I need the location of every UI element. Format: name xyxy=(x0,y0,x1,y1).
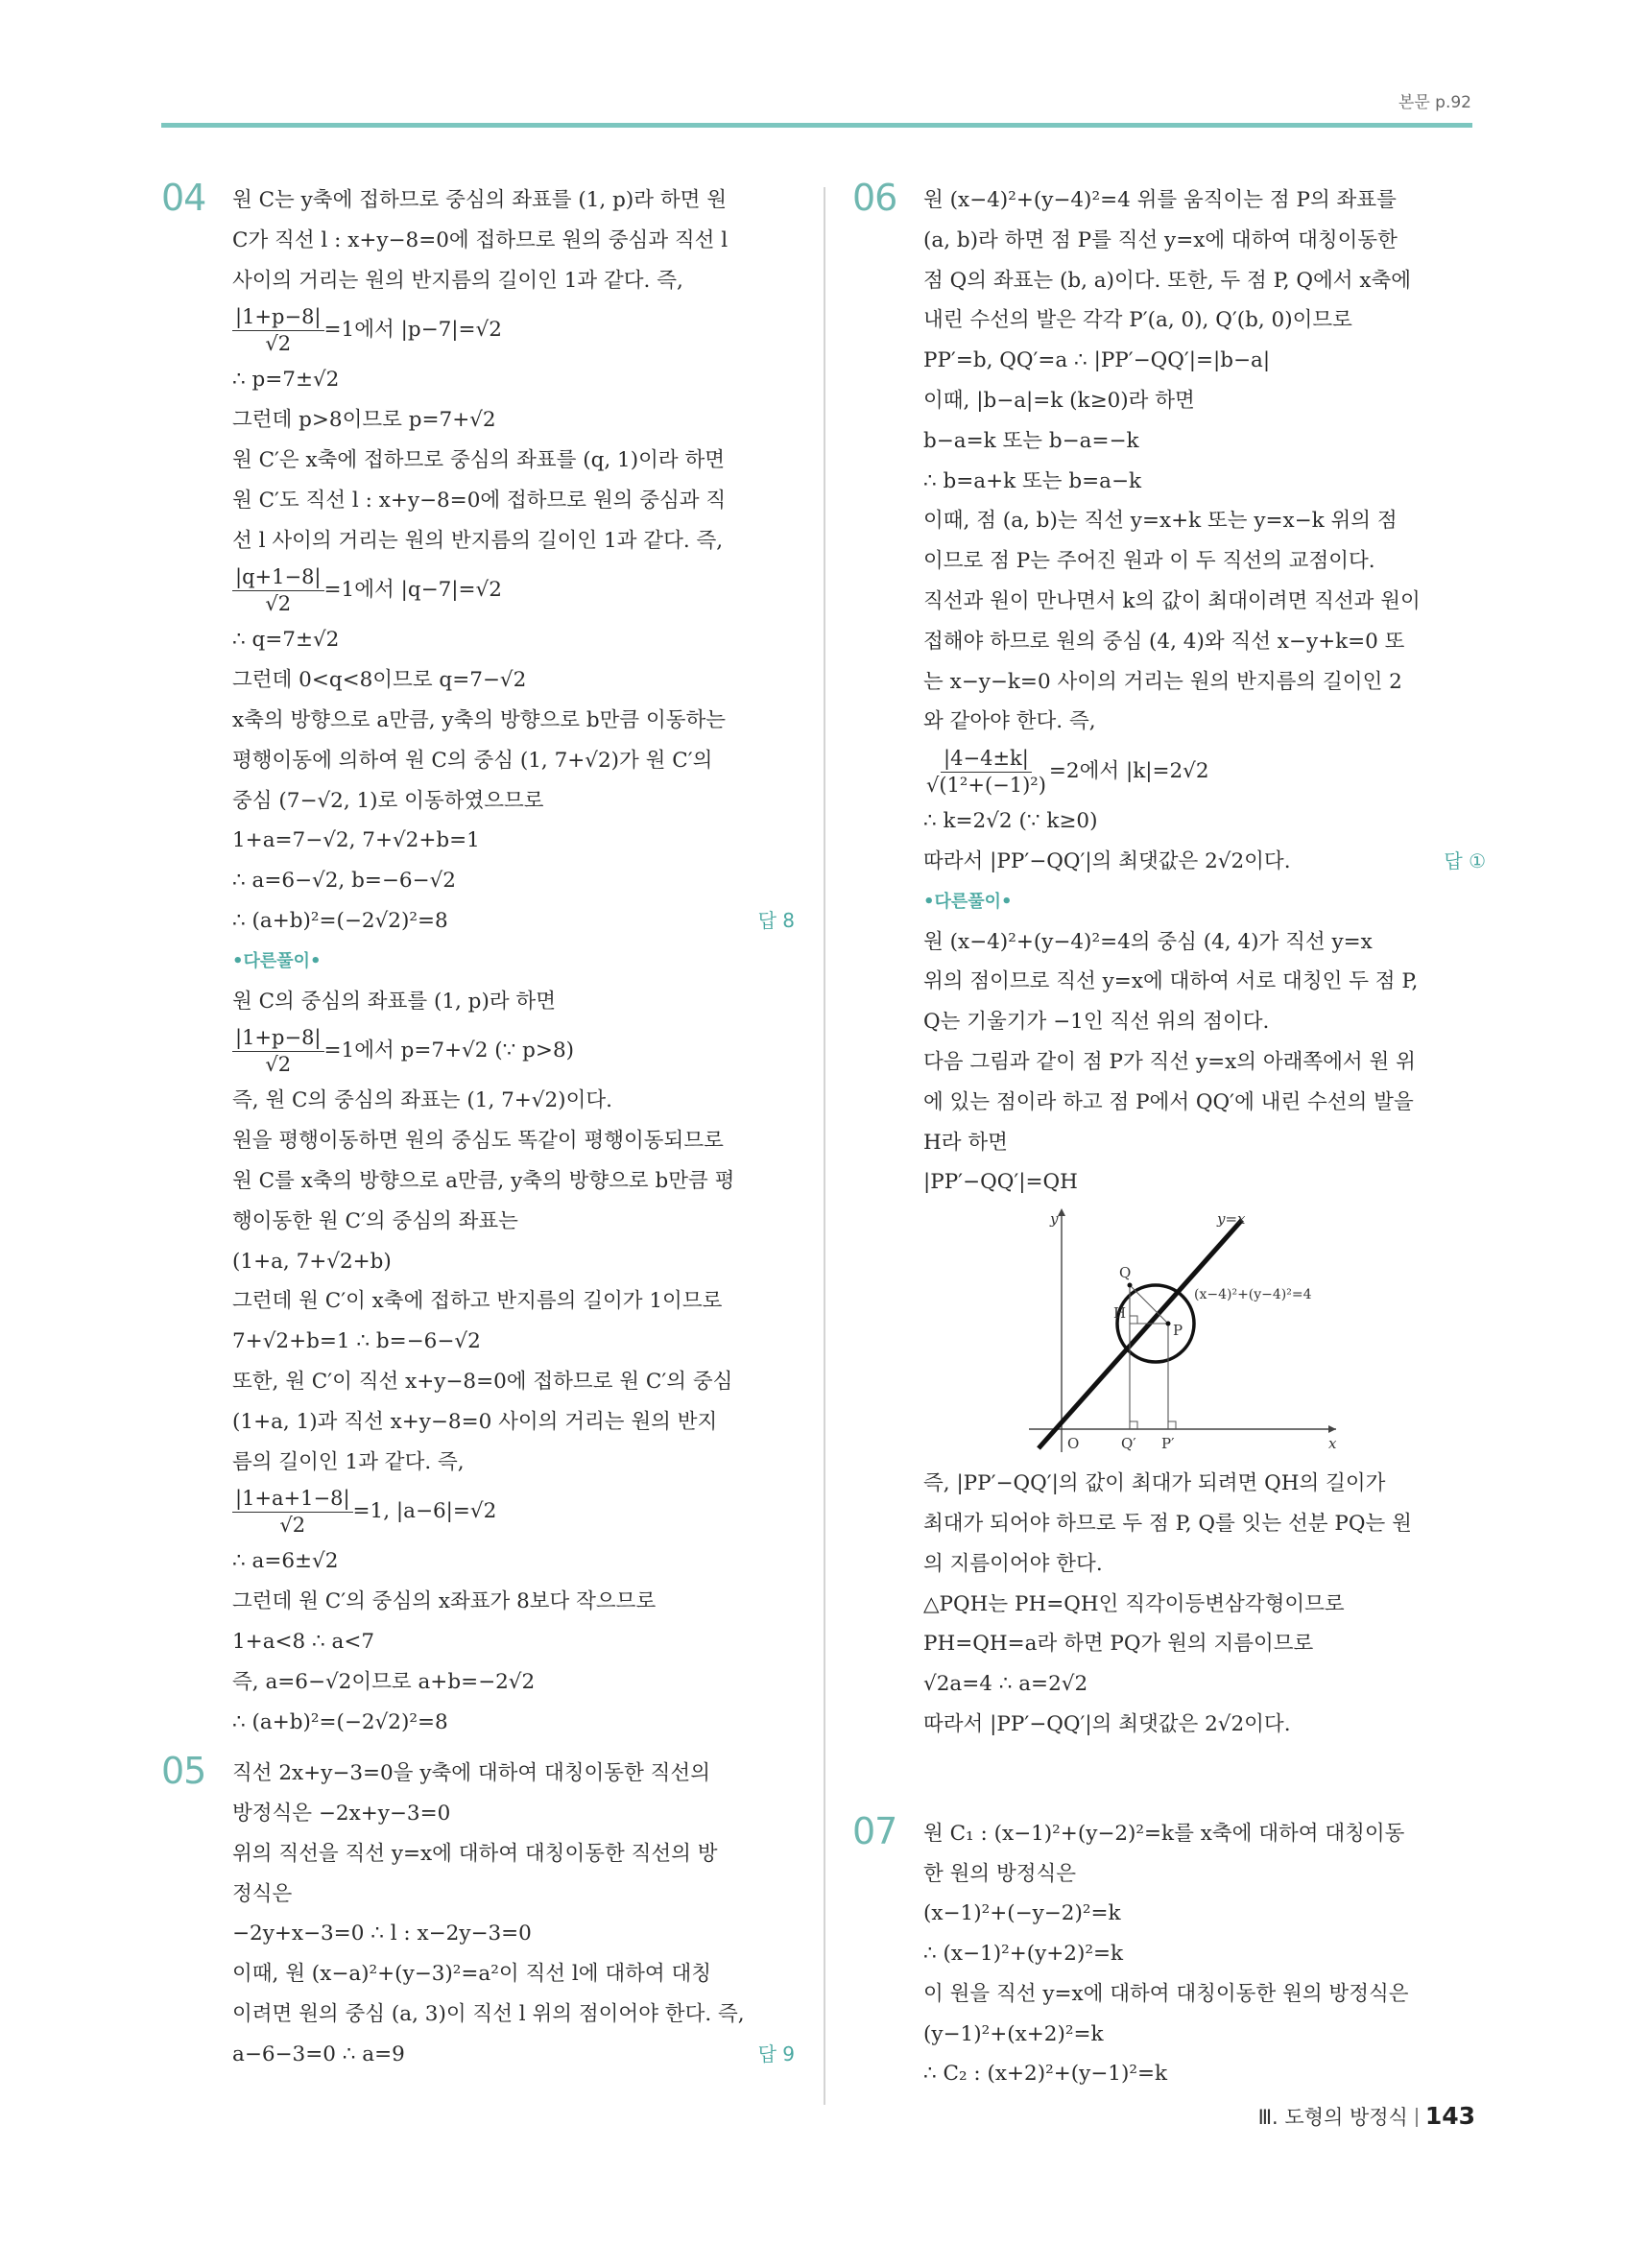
point-h-label: H xyxy=(1113,1304,1127,1323)
solution-line: 그런데 p>8이므로 p=7+√2 xyxy=(232,408,496,433)
point-p-label: P xyxy=(1173,1322,1183,1340)
answer-label: 답 8 xyxy=(757,908,795,932)
solution-line: C가 직선 l : x+y−8=0에 접하므로 원의 중심과 직선 l xyxy=(232,227,729,252)
solution-line: 접해야 하므로 원의 중심 (4, 4)와 직선 x−y+k=0 또 xyxy=(923,629,1405,654)
solution-line: 정식은 xyxy=(232,1881,293,1906)
problem-06 xyxy=(852,177,1486,1745)
solution-line: 원 C를 x축의 방향으로 a만큼, y축의 방향으로 b만큼 평 xyxy=(232,1168,735,1193)
solution-line: 원 C는 y축에 접하므로 중심의 좌표를 (1, p)라 하면 원 xyxy=(232,188,728,212)
solution-line: (a, b)라 하면 점 P를 직선 y=x에 대하여 대칭이동한 xyxy=(923,227,1398,252)
solution-line: 는 x−y−k=0 사이의 거리는 원의 반지름의 길이인 2 xyxy=(923,669,1402,694)
solution-line: 점 Q의 좌표는 (b, a)이다. 또한, 두 점 P, Q에서 x축에 xyxy=(923,268,1412,293)
fraction-line xyxy=(232,1021,795,1081)
solution-line: 따라서 |PP′−QQ′|의 최댓값은 2√2이다. xyxy=(923,1711,1291,1736)
solution-line: 평행이동에 의하여 원 C의 중심 (1, 7+√2)가 원 C′의 xyxy=(232,748,713,773)
y-axis-label: y xyxy=(1050,1210,1059,1229)
solution-line: 원 C의 중심의 좌표를 (1, p)라 하면 xyxy=(232,989,556,1014)
solution-line: 즉, |PP′−QQ′|의 값이 최대가 되려면 QH의 길이가 xyxy=(923,1471,1386,1496)
solution-line: Q는 기울기가 −1인 직선 위의 점이다. xyxy=(923,1010,1270,1035)
right-angle-mark xyxy=(1130,1316,1137,1324)
solution-line: PH=QH=a라 하면 PQ가 원의 지름이므로 xyxy=(923,1632,1314,1657)
equation-tail: =2에서 |k|=2√2 xyxy=(1048,759,1209,784)
solution-line: 에 있는 점이라 하고 점 P에서 QQ′에 내린 수선의 발을 xyxy=(923,1089,1414,1114)
solution-line: ∴ (x−1)²+(y+2)²=k xyxy=(923,1942,1124,1967)
solution-line: 또한, 원 C′이 직선 x+y−8=0에 접하므로 원 C′의 중심 xyxy=(232,1369,733,1394)
fraction-line xyxy=(232,300,795,360)
numerator: |1+p−8| xyxy=(232,1025,324,1052)
final-equation: 따라서 |PP′−QQ′|의 최댓값은 2√2이다. xyxy=(923,848,1291,873)
solution-line: 즉, 원 C의 중심의 좌표는 (1, 7+√2)이다. xyxy=(232,1088,612,1113)
solution-line: 의 지름이어야 한다. xyxy=(923,1551,1103,1576)
origin-label: O xyxy=(1067,1435,1080,1453)
graph-svg xyxy=(1019,1203,1346,1464)
problem-04 xyxy=(161,177,795,1742)
solution-line: 직선과 원이 만나면서 k의 값이 최대이려면 직선과 원이 xyxy=(923,588,1421,613)
fraction xyxy=(232,1025,324,1078)
solution-line: (x−1)²+(−y−2)²=k xyxy=(923,1901,1121,1926)
solution-line: ∴ a=6±√2 xyxy=(232,1549,339,1574)
solution-line: 다음 그림과 같이 점 P가 직선 y=x의 아래쪽에서 원 위 xyxy=(923,1049,1416,1074)
solution-line: 원 C′은 x축에 접하므로 중심의 좌표를 (q, 1)이라 하면 xyxy=(232,447,726,472)
denominator: √2 xyxy=(279,1513,306,1537)
equation-tail: =1에서 |q−7|=√2 xyxy=(323,578,502,603)
solution-line: 원 C′도 직선 l : x+y−8=0에 접하므로 원의 중심과 직 xyxy=(232,488,727,513)
solution-line: ∴ C₂ : (x+2)²+(y−1)²=k xyxy=(923,2062,1168,2087)
solution-line: 원을 평행이동하면 원의 중심도 똑같이 평행이동되므로 xyxy=(232,1129,724,1154)
fraction-line xyxy=(232,561,795,620)
solution-line: ∴ k=2√2 (∵ k≥0) xyxy=(923,809,1098,834)
solution-line: △PQH는 PH=QH인 직각이등변삼각형이므로 xyxy=(923,1591,1345,1616)
solution-line: 원 (x−4)²+(y−4)²=4의 중심 (4, 4)가 직선 y=x xyxy=(923,929,1373,954)
x-axis-label: x xyxy=(1328,1435,1337,1453)
answer-label: 답 ① xyxy=(1444,848,1486,872)
solution-line: (1+a, 1)과 직선 x+y−8=0 사이의 거리는 원의 반지 xyxy=(232,1409,718,1434)
solution-line: ∴ (a+b)²=(−2√2)²=8 xyxy=(232,1709,448,1734)
column-divider xyxy=(824,187,825,2105)
problem-05 xyxy=(161,1750,795,2074)
equation-tail: =1에서 p=7+√2 (∵ p>8) xyxy=(323,1039,575,1063)
final-line xyxy=(232,2035,795,2075)
numerator: |4−4±k| xyxy=(941,746,1032,773)
right-column xyxy=(852,177,1486,2094)
solution-line: 중심 (7−√2, 1)로 이동하였으므로 xyxy=(232,788,544,813)
point-p xyxy=(1166,1322,1171,1326)
solution-line: ∴ b=a+k 또는 b=a−k xyxy=(923,468,1141,493)
solution-line: 위의 점이므로 직선 y=x에 대하여 서로 대칭인 두 점 P, xyxy=(923,969,1419,994)
y-axis-arrow xyxy=(1058,1208,1065,1216)
solution-line: 7+√2+b=1 ∴ b=−6−√2 xyxy=(232,1329,481,1354)
final-line xyxy=(232,901,795,942)
problem-number: 07 xyxy=(852,1809,897,1852)
solution-line: b−a=k 또는 b−a=−k xyxy=(923,428,1139,453)
point-p-prime-label: P′ xyxy=(1161,1435,1175,1453)
final-equation: ∴ (a+b)²=(−2√2)²=8 xyxy=(232,908,448,933)
solution-line: 와 같아야 한다. 즉, xyxy=(923,709,1096,734)
denominator: √2 xyxy=(265,591,292,615)
page-number: 143 xyxy=(1424,2102,1475,2130)
fraction xyxy=(232,564,324,617)
solution-line: 행이동한 원 C′의 중심의 좌표는 xyxy=(232,1208,518,1233)
fraction-line xyxy=(232,1482,795,1541)
answer-label: 답 9 xyxy=(757,2041,795,2065)
solution-line: (y−1)²+(x+2)²=k xyxy=(923,2021,1104,2046)
point-q-prime-label: Q′ xyxy=(1121,1435,1136,1453)
point-q-label: Q xyxy=(1119,1264,1132,1282)
x-axis-arrow xyxy=(1328,1425,1336,1433)
problem-07 xyxy=(852,1809,1486,2095)
page-reference: 본문 p.92 xyxy=(1398,93,1471,112)
final-equation: a−6−3=0 ∴ a=9 xyxy=(232,2041,405,2066)
solution-line: 름의 길이인 1과 같다. 즉, xyxy=(232,1449,465,1474)
alternative-solution-label: •다른풀이• xyxy=(923,891,1013,912)
problem-number: 04 xyxy=(161,177,206,219)
fraction xyxy=(232,1486,353,1539)
solution-line: 이 원을 직선 y=x에 대하여 대칭이동한 원의 방정식은 xyxy=(923,1981,1409,2006)
equation-tail: =1에서 |p−7|=√2 xyxy=(323,318,502,343)
solution-line: 최대가 되어야 하므로 두 점 P, Q를 잇는 선분 PQ는 원 xyxy=(923,1511,1412,1536)
solution-line: |PP′−QQ′|=QH xyxy=(923,1170,1078,1195)
circle-equation-label: (x−4)²+(y−4)²=4 xyxy=(1194,1287,1312,1303)
solution-line: H라 하면 xyxy=(923,1130,1008,1155)
footer-divider xyxy=(1416,2108,1418,2127)
circle-graph xyxy=(923,1203,1486,1464)
denominator: √2 xyxy=(265,331,292,355)
numerator: |1+p−8| xyxy=(232,304,324,331)
solution-line: ∴ q=7±√2 xyxy=(232,628,340,653)
header-rule xyxy=(161,123,1472,128)
numerator: |1+a+1−8| xyxy=(232,1486,353,1513)
solution-line: 1+a<8 ∴ a<7 xyxy=(232,1629,375,1654)
solution-line: 이때, |b−a|=k (k≥0)라 하면 xyxy=(923,388,1195,413)
solution-line: 한 원의 방정식은 xyxy=(923,1861,1077,1886)
fraction xyxy=(232,304,324,357)
solution-line: 1+a=7−√2, 7+√2+b=1 xyxy=(232,828,480,853)
solution-line: 내린 수선의 발은 각각 P′(a, 0), Q′(b, 0)이므로 xyxy=(923,308,1352,333)
solution-line: 이때, 점 (a, b)는 직선 y=x+k 또는 y=x−k 위의 점 xyxy=(923,509,1398,534)
denominator: √2 xyxy=(265,1052,292,1076)
problem-gap xyxy=(232,1742,795,1754)
problem-number: 06 xyxy=(852,177,897,219)
solution-line: −2y+x−3=0 ∴ l : x−2y−3=0 xyxy=(232,1922,532,1946)
equation-tail: =1, |a−6|=√2 xyxy=(352,1499,497,1524)
solution-line: 원 (x−4)²+(y−4)²=4 위를 움직이는 점 P의 좌표를 xyxy=(923,188,1397,212)
page-footer xyxy=(1258,2102,1475,2131)
chapter-title: Ⅲ. 도형의 방정식 xyxy=(1257,2106,1408,2129)
solution-line: (1+a, 7+√2+b) xyxy=(232,1249,392,1274)
point-q xyxy=(1128,1283,1133,1288)
solution-line: 위의 직선을 직선 y=x에 대하여 대칭이동한 직선의 방 xyxy=(232,1841,718,1866)
alternative-solution-label: •다른풀이• xyxy=(232,950,322,971)
solution-line: √2a=4 ∴ a=2√2 xyxy=(923,1672,1088,1697)
solution-line: 원 C₁ : (x−1)²+(y−2)²=k를 x축에 대하여 대칭이동 xyxy=(923,1821,1405,1846)
solution-line: PP′=b, QQ′=a ∴ |PP′−QQ′|=|b−a| xyxy=(923,348,1271,373)
right-angle-mark xyxy=(1130,1421,1137,1429)
solution-line: ∴ a=6−√2, b=−6−√2 xyxy=(232,869,456,894)
problem-number: 05 xyxy=(161,1750,206,1793)
right-angle-mark xyxy=(1168,1421,1176,1429)
solution-line: 이므로 점 P는 주어진 원과 이 두 직선의 교점이다. xyxy=(923,549,1375,574)
solution-line: 방정식은 −2x+y−3=0 xyxy=(232,1802,451,1826)
solution-line: 사이의 거리는 원의 반지름의 길이인 1과 같다. 즉, xyxy=(232,268,683,293)
final-line xyxy=(923,842,1486,882)
solution-line: 이때, 원 (x−a)²+(y−3)²=a²이 직선 l에 대하여 대칭 xyxy=(232,1962,711,1987)
numerator: |q+1−8| xyxy=(232,564,324,591)
solution-line: 이려면 원의 중심 (a, 3)이 직선 l 위의 점이어야 한다. 즉, xyxy=(232,2002,745,2027)
fraction xyxy=(923,746,1049,799)
denominator: √(1²+(−1)²) xyxy=(926,773,1046,797)
fraction-line xyxy=(923,742,1486,801)
solution-line: 그런데 원 C′이 x축에 접하고 반지름의 길이가 1이므로 xyxy=(232,1289,723,1314)
left-column xyxy=(161,177,795,2075)
segment-qp xyxy=(1130,1285,1168,1324)
solution-line: 그런데 0<q<8이므로 q=7−√2 xyxy=(232,668,527,693)
solution-line: x축의 방향으로 a만큼, y축의 방향으로 b만큼 이동하는 xyxy=(232,707,727,732)
solution-line: 그런데 원 C′의 중심의 x좌표가 8보다 작으므로 xyxy=(232,1589,657,1614)
solution-line: 즉, a=6−√2이므로 a+b=−2√2 xyxy=(232,1669,536,1694)
line-y-equals-x xyxy=(1039,1220,1242,1448)
problem-gap xyxy=(923,1745,1486,1814)
line-label: y=x xyxy=(1217,1210,1246,1229)
solution-line: 선 l 사이의 거리는 원의 반지름의 길이인 1과 같다. 즉, xyxy=(232,528,724,553)
solution-line: 직선 2x+y−3=0을 y축에 대하여 대칭이동한 직선의 xyxy=(232,1761,710,1786)
solution-line: ∴ p=7±√2 xyxy=(232,368,340,393)
